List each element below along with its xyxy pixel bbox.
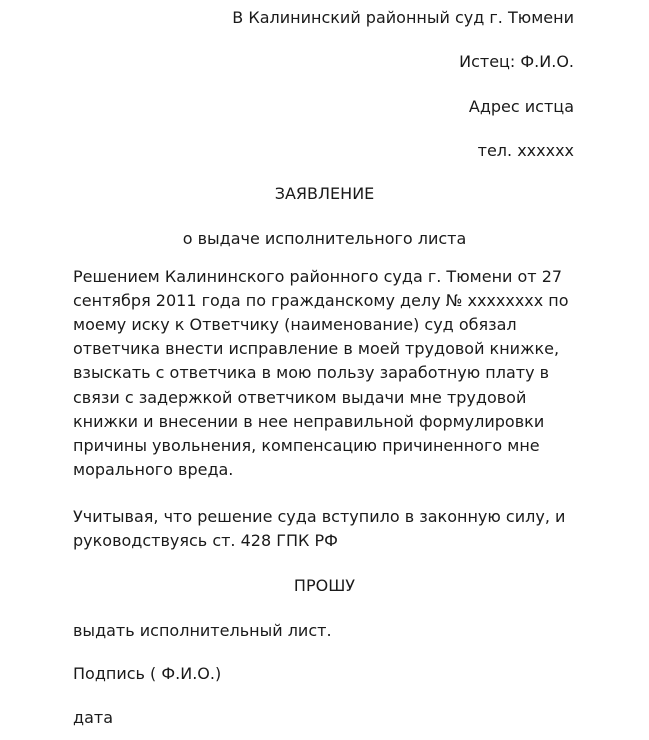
- paragraph-line: руководствуясь ст. 428 ГПК РФ: [73, 531, 338, 550]
- paragraph-line: сентября 2011 года по гражданскому делу № xxxxxxxx по: [73, 291, 569, 310]
- paragraph-line: книжки и внесении в нее неправильной формулировки: [73, 412, 545, 431]
- paragraph-line: морального вреда.: [73, 460, 234, 479]
- paragraph-line: связи с задержкой ответчиком выдачи мне трудовой: [73, 388, 527, 407]
- document-subtitle: о выдаче исполнительного листа: [182, 229, 467, 248]
- date-line: дата: [73, 708, 113, 727]
- signature-line: Подпись ( Ф.И.О.): [73, 664, 222, 683]
- paragraph-line: причины увольнения, компенсацию причиненного мне: [73, 436, 540, 455]
- paragraph-line: Учитывая, что решение суда вступило в законную силу, и: [73, 507, 566, 526]
- plaintiff-name: Истец: Ф.И.О.: [459, 52, 574, 71]
- document-title: ЗАЯВЛЕНИЕ: [274, 184, 375, 203]
- paragraph-line: взыскать с ответчика в мою пользу заработную плату в: [73, 363, 550, 382]
- request-heading: ПРОШУ: [293, 576, 356, 595]
- paragraph-line: Решением Калининского районного суда г. Тюмени от 27: [73, 267, 563, 286]
- plaintiff-address: Адрес истца: [468, 97, 574, 116]
- plaintiff-phone: тел. xxxxxx: [477, 141, 574, 160]
- paragraph-line: моему иску к Ответчику (наименование) суд обязал: [73, 315, 517, 334]
- paragraph-line: ответчика внести исправление в моей трудовой книжке,: [73, 339, 560, 358]
- court-addressee: В Калининский районный суд г. Тюмени: [232, 8, 574, 27]
- request-text: выдать исполнительный лист.: [73, 621, 332, 640]
